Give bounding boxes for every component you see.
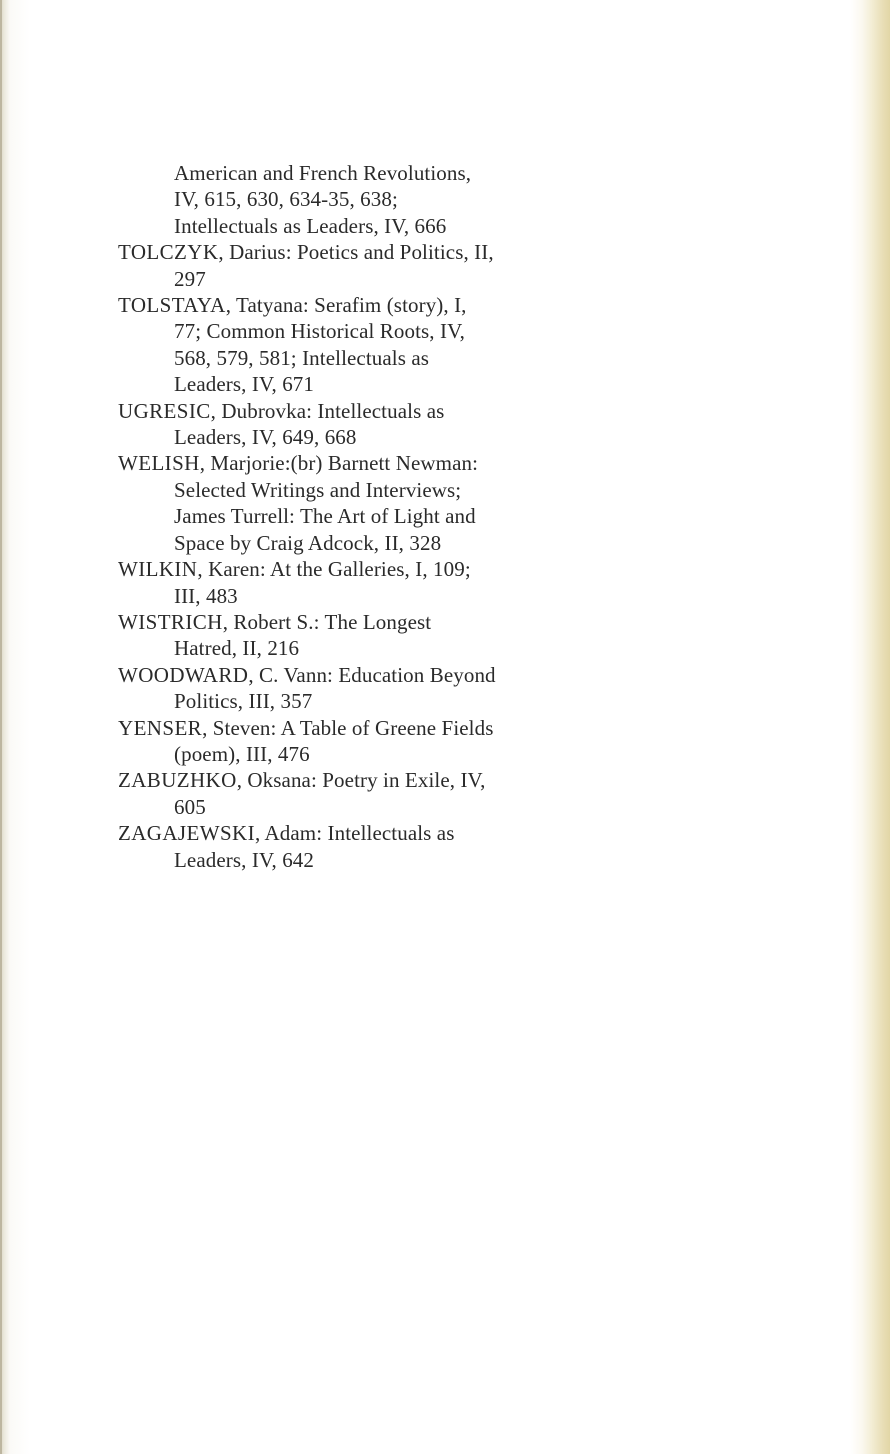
author-name: TOLSTAYA	[118, 293, 226, 318]
entry-text: , Oksana: Poetry in Exile, IV, 605	[174, 768, 486, 819]
index-entry-wistrich	[118, 609, 498, 662]
author-name: ZAGAJEWSKI	[118, 821, 255, 846]
index-entry-welish	[118, 450, 498, 556]
author-name: YENSER	[118, 715, 203, 740]
index-entry-zabuzhko	[118, 767, 498, 820]
author-name: WELISH	[118, 451, 200, 476]
index-entry-yenser	[118, 715, 498, 768]
index-entry-continued	[118, 160, 498, 239]
author-name: ZABUZHKO	[118, 768, 237, 793]
index-entry-woodward	[118, 662, 498, 715]
index-entry-ugresic	[118, 398, 498, 451]
entry-text: , Robert S.: The Longest Hatred, II, 216	[174, 609, 432, 661]
entry-text: , Darius: Poetics and Politics, II, 297	[174, 240, 494, 291]
author-name: WILKIN	[118, 557, 198, 582]
entry-text: , Steven: A Table of Greene Fields (poem), III, 476	[174, 715, 494, 766]
author-name: UGRESIC	[118, 398, 211, 423]
page-gutter	[0, 0, 2, 1454]
index-column	[118, 160, 498, 873]
entry-text: American and French Revolutions, IV, 615, 630, 634-35, 638; Intellectuals as Leaders, IV, 666	[174, 161, 472, 238]
index-entry-tolstaya	[118, 292, 498, 398]
entry-text: , Tatyana: Serafim (story), I, 77; Common Historical Roots, IV, 568, 579, 581; Intellectuals as Leaders, IV, 671	[174, 293, 467, 397]
entry-text: , Adam: Intellectuals as Leaders, IV, 642	[174, 821, 455, 872]
author-name: WOODWARD	[118, 662, 249, 687]
entry-text: , Marjorie:(br) Barnett Newman: Selected Writings and Interviews; James Turrell: The Art of Light and Space by Craig Adcock, II, 328	[174, 451, 479, 555]
index-entry-tolczyk	[118, 239, 498, 292]
author-name: TOLCZYK	[118, 240, 219, 265]
entry-text: , Dubrovka: Intellectuals as Leaders, IV, 649, 668	[174, 398, 445, 450]
author-name: WISTRICH	[118, 609, 223, 634]
entry-text: , C. Vann: Education Beyond Politics, III, 357	[174, 662, 496, 714]
entry-text: , Karen: At the Galleries, I, 109; III, 483	[174, 557, 471, 608]
index-entry-zagajewski	[118, 820, 498, 873]
index-entry-wilkin	[118, 556, 498, 609]
